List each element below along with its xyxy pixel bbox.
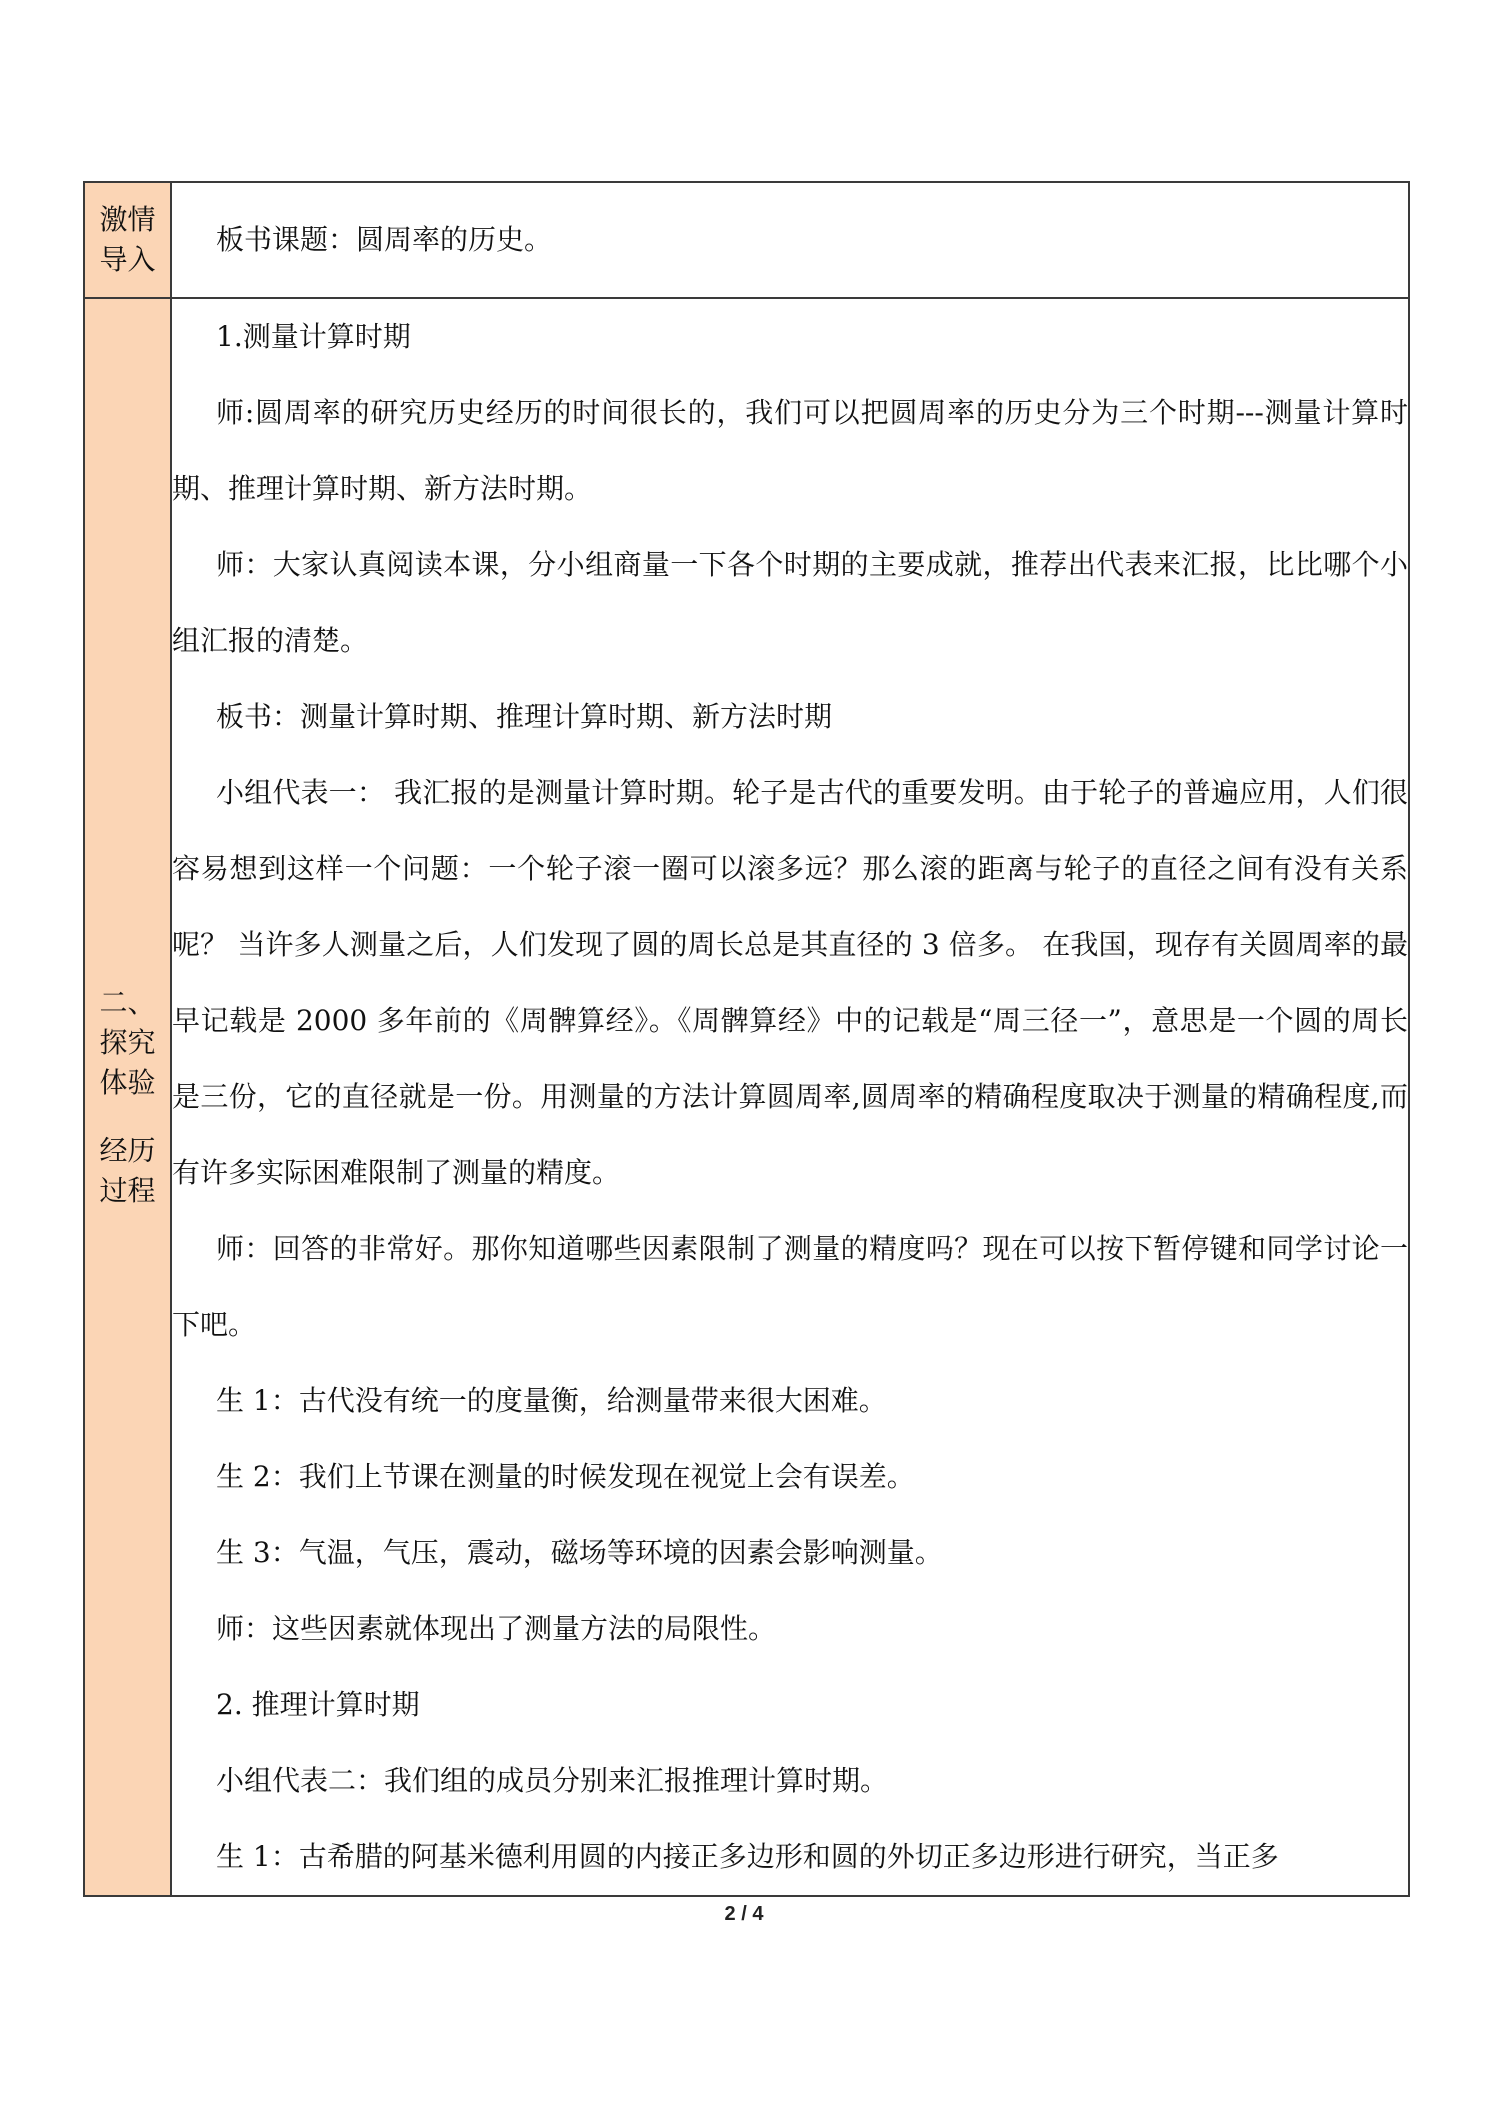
section-label-line: 导入	[99, 243, 156, 276]
lesson-plan-table	[83, 181, 1410, 1897]
section-label-line: 二、	[99, 986, 156, 1019]
section-label-explore	[84, 298, 171, 1896]
paragraph: 小组代表一： 我汇报的是测量计算时期。轮子是古代的重要发明。由于轮子的普遍应用，人们很容易想到这样一个问题：一个轮子滚一圈可以滚多远？那么滚的距离与轮子的直径之间有没有关系呢？ 当许多人测量之后，人们发现了圆的周长总是其直径的 3 倍多。 在我国，现存有关圆周率的最早记载是 2000 多年前的《周髀算经》。《周髀算经》中的记载是“周三径一”，意思是一个圆的周长是三份，它的直径就是一份。用测量的方法计算圆周率,圆周率的精确程度取决于测量的精确程度,而有许多实际困难限制了测量的精度。	[172, 776, 1408, 1189]
section-label-line: 探究	[99, 1026, 156, 1059]
subheading-measurement-period: 1.测量计算时期	[216, 320, 411, 353]
subheading-reasoning-period: 2. 推理计算时期	[216, 1688, 420, 1721]
page-number: 2 / 4	[724, 1903, 764, 1925]
paragraph: 师：这些因素就体现出了测量方法的局限性。	[216, 1612, 777, 1645]
paragraph: 生 3：气温，气压，震动，磁场等环境的因素会影响测量。	[216, 1536, 943, 1569]
paragraph: 生 1：古代没有统一的度量衡，给测量带来很大困难。	[216, 1384, 887, 1417]
paragraph: 板书：测量计算时期、推理计算时期、新方法时期	[216, 700, 833, 733]
section-label-line: 激情	[99, 203, 156, 236]
section-label-line: 过程	[99, 1174, 156, 1207]
section-intro-row	[84, 182, 1409, 298]
section-label-intro	[84, 182, 171, 298]
paragraph: 小组代表二：我们组的成员分别来汇报推理计算时期。	[216, 1764, 889, 1797]
section-content-explore	[171, 298, 1409, 1896]
section-content-intro	[171, 182, 1409, 298]
section-label-line: 体验	[99, 1066, 156, 1099]
paragraph: 师:圆周率的研究历史经历的时间很长的，我们可以把圆周率的历史分为三个时期---测量计算时期、推理计算时期、新方法时期。	[172, 396, 1408, 505]
paragraph: 生 2：我们上节课在测量的时候发现在视觉上会有误差。	[216, 1460, 915, 1493]
paragraph: 板书课题：圆周率的历史。	[216, 223, 553, 256]
section-explore-row	[84, 298, 1409, 1896]
section-label-spacer	[85, 1103, 170, 1131]
paragraph: 生 1：古希腊的阿基米德利用圆的内接正多边形和圆的外切正多边形进行研究，当正多	[216, 1840, 1279, 1873]
paragraph: 师：大家认真阅读本课，分小组商量一下各个时期的主要成就，推荐出代表来汇报，比比哪个小组汇报的清楚。	[172, 548, 1408, 657]
paragraph: 师：回答的非常好。那你知道哪些因素限制了测量的精度吗？现在可以按下暂停键和同学讨论一下吧。	[172, 1232, 1408, 1341]
section-label-line: 经历	[99, 1134, 156, 1167]
